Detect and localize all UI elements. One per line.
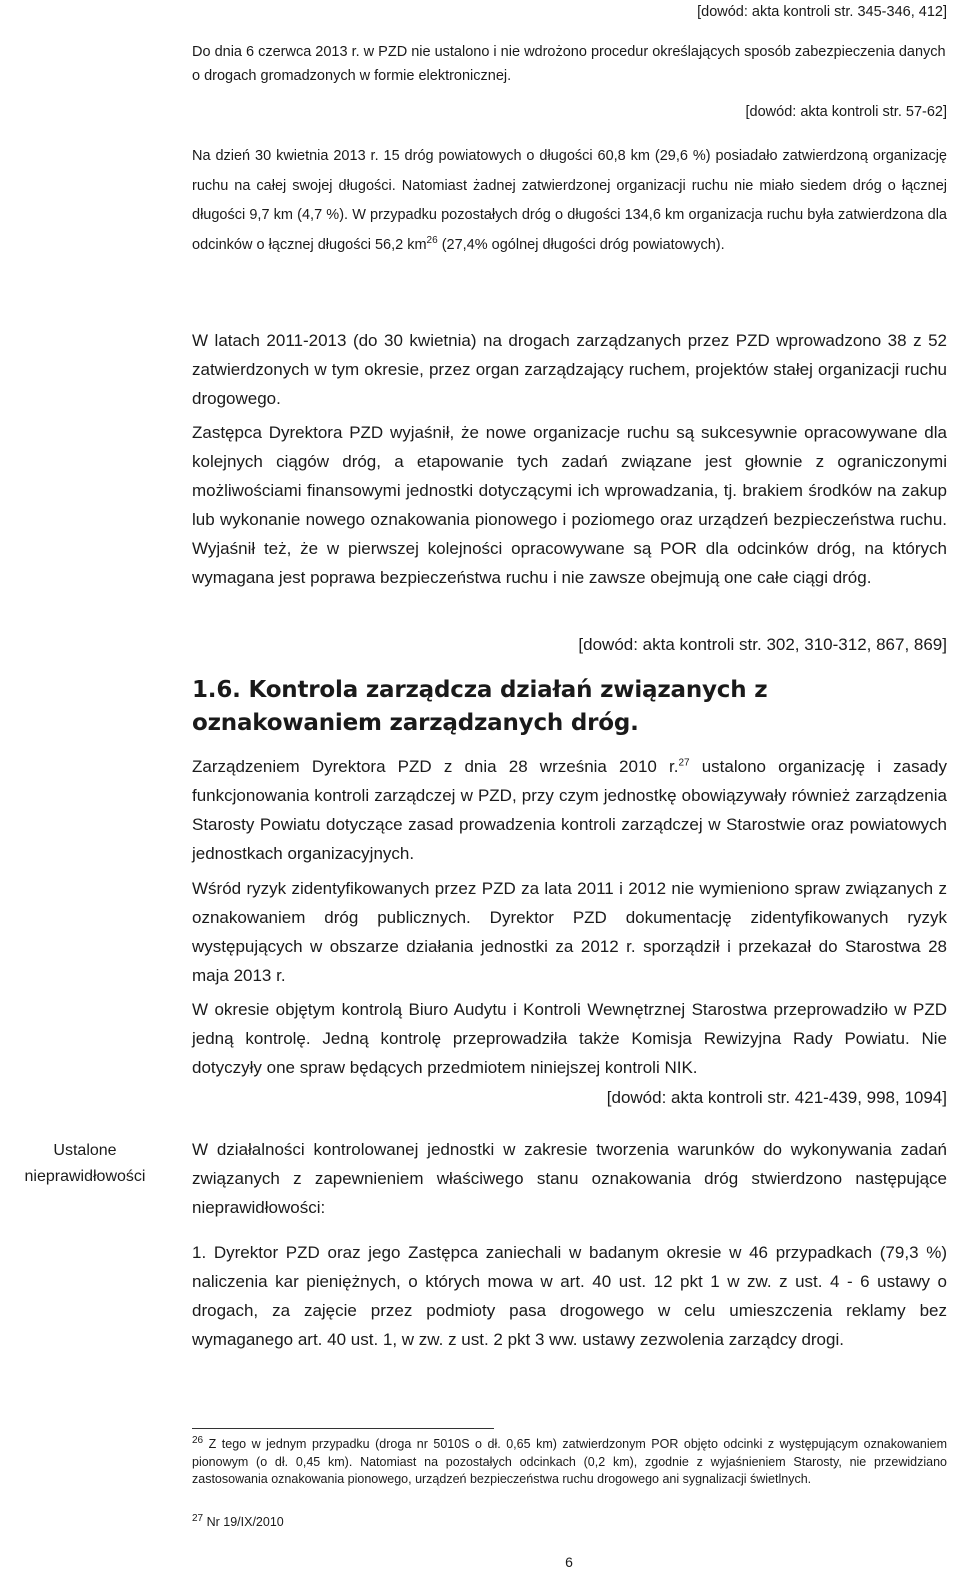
side-label-line-1: Ustalone <box>53 1142 117 1159</box>
paragraph-finding-1: 1. Dyrektor PZD oraz jego Zastępca zaniechali w badanym okresie w 46 przypadkach (79,3 %) naliczenia kar pieniężnych, o których mowa w art. 40 ust. 12 pkt 1 w zw. z ust. 4 - 6 ustawy o drogach, za zajęcie przez podmioty pasa drogowego w celu umieszczenia reklamy bez wymaganego art. 40 ust. 1, w zw. z ust. 2 pkt 3 ww. ustawy zezwolenia zarządcy drogi. <box>192 1243 947 1349</box>
footnote-27-number: 27 <box>192 1512 204 1524</box>
section-heading-1-6: 1.6. Kontrola zarządcza działań związanych z oznakowaniem zarządzanych dróg. <box>192 677 768 736</box>
top-citation: [dowód: akta kontroli str. 345-346, 412] <box>697 4 947 20</box>
footnote-separator <box>192 1428 494 1429</box>
paragraph-road-organization-text: Na dzień 30 kwietnia 2013 r. 15 dróg powiatowych o długości 60,8 km (29,6 %) posiadało zatwierdzoną organizację ruchu na całej swojej długości. Natomiast żadnej zatwierdzonej organizacji ruchu nie miało siedem dróg o łącznej długości 9,7 km (4,7 %). W przypadku pozostałych dróg o długości 134,6 km organizacja ruchu była zatwierdzona dla odcinków o łącznej długości 56,2 km <box>192 148 947 253</box>
footnote-26-text: Z tego w jednym przypadku (droga nr 5010S o dł. 0,65 km) zatwierdzonym POR objęto odcinki z występującym oznakowaniem pionowym (o dł. 0,45 km). Natomiast na pozostałych odcinkach (0,2 km), zgodnie z wyjaśnieniem Starosty, nie przewidziano zastosowania oznakowania pionowego, urządzeń bezpieczeństwa ruchu drogowego ani sygnalizacji świetlnych. <box>192 1437 947 1486</box>
paragraph-deputy-explanation: Zastępca Dyrektora PZD wyjaśnił, że nowe organizacje ruchu są sukcesywnie opracowywane dla kolejnych ciągów dróg, a etapowanie tych zadań związane jest głownie z ograniczonymi możliwościami finansowymi jednostki dotyczącymi ich wprowadzania, tj. brakiem środków na zakup lub wykonanie nowego oznakowania pionowego i poziomego oraz urządzeń bezpieczeństwa ruchu. Wyjaśnił też, że w pierwszej kolejności opracowywane są POR dla odcinków dróg, na których wymagana jest poprawa bezpieczeństwa ruchu i nie zawsze obejmują one całe ciągi dróg. <box>192 423 947 587</box>
paragraph-management-control-text: Zarządzeniem Dyrektora PZD z dnia 28 września 2010 r. <box>192 757 679 776</box>
paragraph-findings-intro: W działalności kontrolowanej jednostki w zakresie tworzenia warunków do wykonywania zadań związanych z zapewnieniem właściwego stanu oznakowania dróg stwierdzono następujące nieprawidłowości: <box>192 1140 947 1217</box>
paragraph-management-control-end: ustalono organizację i zasady funkcjonowania kontroli zarządczej w PZD, przy czym jednostkę obowiązywały również zarządzenia Starosty Powiatu dotyczące zasad prowadzenia kontroli zarządczej w Starostwie oraz powiatowych jednostkach organizacyjnych. <box>192 757 948 863</box>
paragraph-audit: W okresie objętym kontrolą Biuro Audytu i Kontroli Wewnętrznej Starostwa przeprowadziło w PZD jedną kontrolę. Jedną kontrolę przeprowadziła także Komisja Rewizyjna Rady Powiatu. Nie dotyczyły one spraw będących przedmiotem niniejszej kontroli NIK. <box>192 1000 947 1077</box>
citation-57-62: [dowód: akta kontroli str. 57-62] <box>745 104 947 120</box>
footnote-26 <box>192 1436 947 1489</box>
paragraph-data-security: Do dnia 6 czerwca 2013 r. w PZD nie ustalono i nie wdrożono procedur określających sposób zabezpieczenia danych o drogach gromadzonych w formie elektronicznej. <box>192 44 946 84</box>
citation-421-1094: [dowód: akta kontroli str. 421-439, 998, 1094] <box>606 1088 947 1107</box>
paragraph-management-control <box>192 752 947 868</box>
side-label-irregularities <box>0 1138 170 1190</box>
paragraph-road-organization-end: (27,4% ogólnej długości dróg powiatowych). <box>437 236 725 253</box>
page-number: 6 <box>565 1554 573 1570</box>
paragraph-road-organization <box>192 142 947 260</box>
citation-302-869: [dowód: akta kontroli str. 302, 310-312, 867, 869] <box>578 635 947 654</box>
footnote-27 <box>192 1514 947 1532</box>
footnote-26-number: 26 <box>192 1434 204 1446</box>
footnote-ref-27: 27 <box>678 757 690 769</box>
paragraph-2011-2013: W latach 2011-2013 (do 30 kwietnia) na drogach zarządzanych przez PZD wprowadzono 38 z 52 zatwierdzonych w tym okresie, przez organ zarządzający ruchem, projektów stałej organizacji ruchu drogowego. <box>192 331 947 408</box>
paragraph-risks: Wśród ryzyk zidentyfikowanych przez PZD za lata 2011 i 2012 nie wymieniono spraw związanych z oznakowaniem dróg publicznych. Dyrektor PZD dokumentację zidentyfikowanych ryzyk występujących w obszarze działania jednostki za 2012 r. sporządził i przekazał do Starostwa 28 maja 2013 r. <box>192 879 947 985</box>
footnote-ref-26: 26 <box>426 234 438 246</box>
side-label-line-2: nieprawidłowości <box>24 1168 146 1185</box>
footnote-27-text: Nr 19/IX/2010 <box>206 1515 284 1529</box>
